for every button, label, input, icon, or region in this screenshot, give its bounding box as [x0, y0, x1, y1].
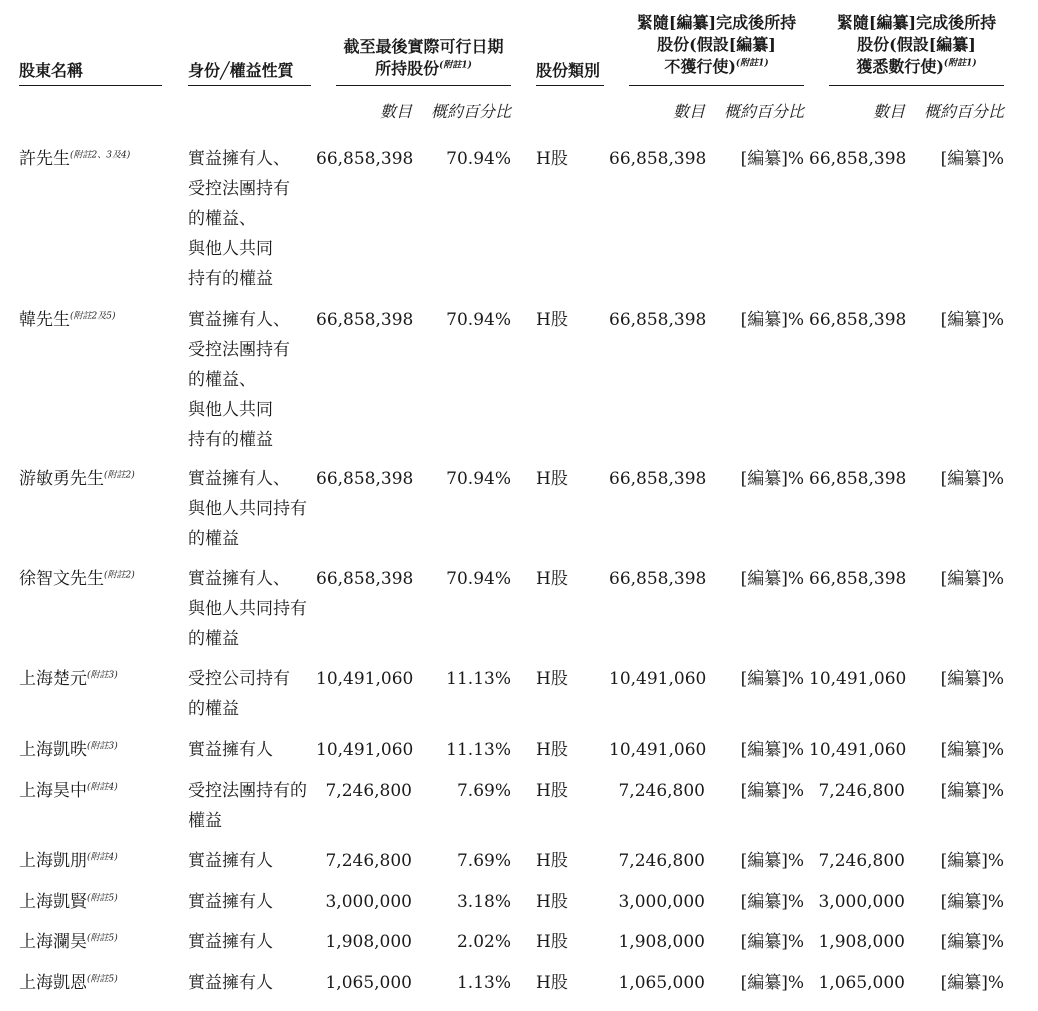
shares-latest: 66,858,398 [316, 569, 414, 589]
capacity-line: 的權益 [188, 529, 239, 549]
share-class: H股 [536, 740, 568, 760]
footnote-ref: (附註1) [439, 60, 472, 71]
percent-no-exercise: [編纂]% [740, 740, 804, 760]
shares-latest: 7,246,800 [325, 781, 412, 801]
percent-latest: 3.18% [456, 892, 511, 912]
capacity-line: 實益擁有人、 [188, 469, 290, 489]
footnote-ref: (附註2) [104, 470, 135, 481]
col-header-no-exercise-line2: 股份(假設[編纂] [657, 35, 776, 54]
capacity-line: 實益擁有人、 [188, 569, 290, 589]
col-header-full-exercise-line3-text: 獲悉數行使) [856, 57, 944, 76]
percent-latest: 11.13% [446, 669, 511, 689]
percent-latest: 11.13% [446, 740, 511, 760]
capacity-line: 實益擁有人 [188, 892, 273, 912]
shares-latest: 3,000,000 [325, 892, 412, 912]
shareholder-name [19, 927, 118, 957]
share-class: H股 [536, 569, 568, 589]
percent-latest: 2.02% [456, 932, 511, 952]
shareholder-name-text: 上海楚元 [19, 669, 87, 689]
shares-full-exercise: 7,246,800 [818, 851, 905, 871]
capacity-cell [188, 664, 328, 724]
shareholder-name [19, 144, 130, 174]
capacity-line: 受控法團持有 [188, 179, 290, 199]
share-class: H股 [536, 310, 568, 330]
col-header-no-exercise-line3 [629, 56, 804, 78]
shares-no-exercise: 1,065,000 [618, 973, 705, 993]
percent-no-exercise: [編纂]% [740, 892, 804, 912]
shares-latest: 7,246,800 [325, 851, 412, 871]
shares-full-exercise: 7,246,800 [818, 781, 905, 801]
capacity-cell [188, 776, 328, 836]
shares-no-exercise: 10,491,060 [609, 669, 707, 689]
subheader-percent: 概約百分比 [923, 102, 1004, 121]
shares-no-exercise: 10,491,060 [609, 740, 707, 760]
percent-no-exercise: [編纂]% [740, 781, 804, 801]
shareholder-name [19, 846, 118, 876]
shareholder-name [19, 887, 118, 917]
shares-no-exercise: 66,858,398 [609, 569, 707, 589]
footnote-ref: (附註4) [87, 782, 118, 793]
col-header-latest-line1: 截至最後實際可行日期 [343, 37, 504, 56]
subheader-number: 數目 [379, 102, 412, 121]
subheader-number: 數目 [672, 102, 705, 121]
shareholder-name-text: 上海瀾昊 [19, 932, 87, 952]
percent-full-exercise: [編纂]% [940, 569, 1004, 589]
footnote-ref: (附註2及5) [70, 311, 116, 322]
shareholder-name-text: 許先生 [19, 149, 70, 169]
capacity-cell [188, 564, 328, 654]
capacity-line: 持有的權益 [188, 269, 273, 289]
col-header-full-exercise [829, 12, 1004, 78]
shares-full-exercise: 1,065,000 [818, 973, 905, 993]
percent-latest: 7.69% [456, 851, 511, 871]
col-header-latest-line2-text: 所持股份 [375, 59, 440, 78]
percent-full-exercise: [編纂]% [940, 669, 1004, 689]
footnote-ref: (附註3) [87, 670, 118, 681]
percent-full-exercise: [編纂]% [940, 781, 1004, 801]
capacity-line: 與他人共同 [188, 239, 273, 259]
percent-full-exercise: [編纂]% [940, 932, 1004, 952]
col-header-full-exercise-line1: 緊隨[編纂]完成後所持 [836, 13, 997, 32]
footnote-ref: (附註5) [87, 974, 118, 985]
shareholder-name-text: 上海凱昳 [19, 740, 87, 760]
share-class: H股 [536, 973, 568, 993]
percent-full-exercise: [編纂]% [940, 892, 1004, 912]
footnote-ref: (附註4) [87, 852, 118, 863]
percent-full-exercise: [編纂]% [940, 149, 1004, 169]
share-class: H股 [536, 932, 568, 952]
shares-latest: 1,908,000 [325, 932, 412, 952]
shares-full-exercise: 3,000,000 [818, 892, 905, 912]
shares-no-exercise: 66,858,398 [609, 469, 707, 489]
percent-no-exercise: [編纂]% [740, 973, 804, 993]
percent-full-exercise: [編纂]% [940, 310, 1004, 330]
header-rule [188, 85, 311, 86]
shareholder-name [19, 564, 135, 594]
capacity-line: 實益擁有人、 [188, 310, 290, 330]
subheader-percent: 概約百分比 [723, 102, 804, 121]
shares-no-exercise: 7,246,800 [618, 781, 705, 801]
shares-latest: 1,065,000 [325, 973, 412, 993]
shareholder-name [19, 776, 118, 806]
capacity-cell [188, 968, 328, 998]
capacity-line: 實益擁有人 [188, 973, 273, 993]
footnote-ref: (附註5) [87, 933, 118, 944]
share-class: H股 [536, 892, 568, 912]
col-header-class: 股份類別 [536, 61, 601, 80]
footnote-ref: (附註1) [735, 58, 769, 69]
percent-full-exercise: [編纂]% [940, 851, 1004, 871]
header-rule [336, 85, 511, 86]
capacity-line: 持有的權益 [188, 430, 273, 450]
percent-full-exercise: [編纂]% [940, 973, 1004, 993]
col-header-shareholder: 股東名稱 [19, 61, 84, 80]
shareholder-name [19, 305, 115, 335]
capacity-line: 受控公司持有 [188, 669, 290, 689]
percent-latest: 1.13% [456, 973, 511, 993]
shares-no-exercise: 66,858,398 [609, 310, 707, 330]
footnote-ref: (附註1) [943, 58, 977, 69]
capacity-line: 與他人共同 [188, 400, 273, 420]
col-header-no-exercise-line3-text: 不獲行使) [664, 57, 736, 76]
col-header-capacity: 身份╱權益性質 [188, 61, 294, 80]
shareholder-name-text: 上海凱賢 [19, 892, 87, 912]
header-rule [829, 85, 1004, 86]
capacity-line: 實益擁有人 [188, 740, 273, 760]
share-class: H股 [536, 669, 568, 689]
shares-full-exercise: 66,858,398 [809, 469, 907, 489]
percent-no-exercise: [編纂]% [740, 310, 804, 330]
capacity-cell [188, 846, 328, 876]
footnote-ref: (附註5) [87, 893, 118, 904]
footnote-ref: (附註2) [104, 570, 135, 581]
shares-no-exercise: 3,000,000 [618, 892, 705, 912]
shares-latest: 66,858,398 [316, 310, 414, 330]
shares-full-exercise: 10,491,060 [809, 669, 907, 689]
col-header-full-exercise-line3 [829, 56, 1004, 78]
capacity-line: 受控法團持有的 [188, 781, 307, 801]
percent-latest: 70.94% [446, 149, 511, 169]
capacity-cell [188, 305, 328, 455]
percent-latest: 70.94% [446, 469, 511, 489]
percent-full-exercise: [編纂]% [940, 740, 1004, 760]
shares-latest: 10,491,060 [316, 669, 414, 689]
capacity-line: 實益擁有人 [188, 932, 273, 952]
subheader-percent: 概約百分比 [430, 102, 511, 121]
shares-no-exercise: 66,858,398 [609, 149, 707, 169]
shareholder-name [19, 664, 118, 694]
share-class: H股 [536, 149, 568, 169]
percent-full-exercise: [編纂]% [940, 469, 1004, 489]
col-header-latest-line2 [336, 58, 511, 80]
col-header-full-exercise-line2: 股份(假設[編纂] [857, 35, 976, 54]
percent-latest: 70.94% [446, 310, 511, 330]
capacity-line: 受控法團持有 [188, 340, 290, 360]
header-rule [629, 85, 804, 86]
share-class: H股 [536, 781, 568, 801]
capacity-line: 與他人共同持有 [188, 499, 307, 519]
percent-latest: 7.69% [456, 781, 511, 801]
capacity-line: 與他人共同持有 [188, 599, 307, 619]
header-rule [19, 85, 162, 86]
shares-latest: 66,858,398 [316, 149, 414, 169]
col-header-no-exercise [629, 12, 804, 78]
shareholder-name-text: 韓先生 [19, 310, 70, 330]
percent-no-exercise: [編纂]% [740, 569, 804, 589]
capacity-cell [188, 927, 328, 957]
subheader-number: 數目 [872, 102, 905, 121]
capacity-line: 權益 [188, 811, 222, 831]
shares-no-exercise: 7,246,800 [618, 851, 705, 871]
shareholder-name-text: 上海昊中 [19, 781, 87, 801]
shares-full-exercise: 66,858,398 [809, 310, 907, 330]
capacity-line: 的權益 [188, 699, 239, 719]
percent-no-exercise: [編纂]% [740, 469, 804, 489]
share-class: H股 [536, 469, 568, 489]
col-header-no-exercise-line1: 緊隨[編纂]完成後所持 [636, 13, 797, 32]
shareholder-name-text: 游敏勇先生 [19, 469, 104, 489]
percent-no-exercise: [編纂]% [740, 149, 804, 169]
header-rule [536, 85, 604, 86]
percent-no-exercise: [編纂]% [740, 932, 804, 952]
shares-full-exercise: 66,858,398 [809, 569, 907, 589]
capacity-cell [188, 735, 328, 765]
capacity-line: 的權益、 [188, 370, 256, 390]
shareholder-name [19, 735, 118, 765]
capacity-line: 的權益、 [188, 209, 256, 229]
shares-latest: 10,491,060 [316, 740, 414, 760]
footnote-ref: (附註2、3及4) [70, 150, 131, 161]
capacity-cell [188, 887, 328, 917]
capacity-line: 的權益 [188, 629, 239, 649]
capacity-cell [188, 464, 328, 554]
col-header-latest [336, 36, 511, 80]
percent-no-exercise: [編纂]% [740, 851, 804, 871]
shareholder-name [19, 968, 118, 998]
capacity-cell [188, 144, 328, 294]
percent-no-exercise: [編纂]% [740, 669, 804, 689]
capacity-line: 實益擁有人、 [188, 149, 290, 169]
shares-full-exercise: 10,491,060 [809, 740, 907, 760]
percent-latest: 70.94% [446, 569, 511, 589]
shares-full-exercise: 66,858,398 [809, 149, 907, 169]
shareholder-name-text: 上海凱恩 [19, 973, 87, 993]
shares-no-exercise: 1,908,000 [618, 932, 705, 952]
capacity-line: 實益擁有人 [188, 851, 273, 871]
shares-latest: 66,858,398 [316, 469, 414, 489]
shareholder-name-text: 上海凱朋 [19, 851, 87, 871]
shares-full-exercise: 1,908,000 [818, 932, 905, 952]
shareholder-name [19, 464, 135, 494]
shareholder-name-text: 徐智文先生 [19, 569, 104, 589]
share-class: H股 [536, 851, 568, 871]
footnote-ref: (附註3) [87, 741, 118, 752]
